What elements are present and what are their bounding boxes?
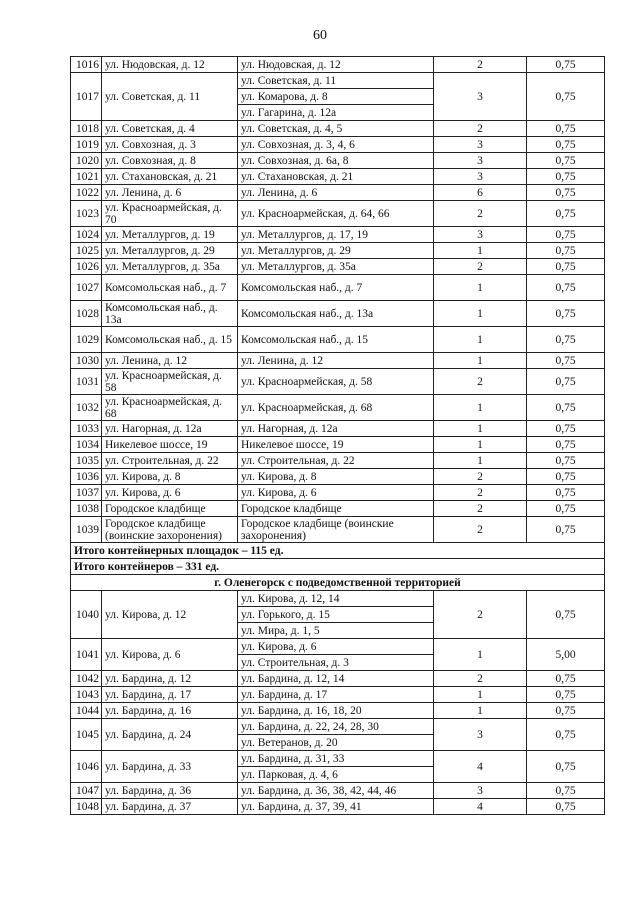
site-address: ул. Кирова, д. 8 — [102, 469, 238, 485]
container-volume: 0,75 — [527, 185, 605, 201]
table-row — [71, 227, 605, 243]
table-row — [71, 591, 605, 607]
summary-cell: Итого контейнерных площадок – 115 ед. — [71, 543, 605, 559]
site-address: ул. Совхозная, д. 8 — [102, 153, 238, 169]
container-sites-table — [70, 56, 605, 815]
container-count: 1 — [434, 327, 527, 353]
table-row — [71, 243, 605, 259]
row-number: 1021 — [71, 169, 102, 185]
row-number: 1028 — [71, 301, 102, 327]
site-address: Городское кладбище — [102, 501, 238, 517]
table-row — [71, 639, 605, 655]
container-count: 2 — [434, 121, 527, 137]
container-volume: 0,75 — [527, 201, 605, 227]
served-address: ул. Гагарина, д. 12а — [238, 105, 434, 121]
site-address: ул. Металлургов, д. 19 — [102, 227, 238, 243]
table-row — [71, 185, 605, 201]
site-address: ул. Ленина, д. 6 — [102, 185, 238, 201]
row-number: 1045 — [71, 719, 102, 751]
container-count: 2 — [434, 485, 527, 501]
served-address: ул. Кирова, д. 12, 14 — [238, 591, 434, 607]
container-count: 2 — [434, 369, 527, 395]
section-row — [71, 575, 605, 591]
row-number: 1036 — [71, 469, 102, 485]
summary-row — [71, 559, 605, 575]
row-number: 1042 — [71, 671, 102, 687]
container-volume: 0,75 — [527, 301, 605, 327]
container-count: 3 — [434, 719, 527, 751]
served-address: ул. Ветеранов, д. 20 — [238, 735, 434, 751]
container-count: 2 — [434, 517, 527, 543]
row-number: 1027 — [71, 275, 102, 301]
served-address: ул. Кирова, д. 6 — [238, 485, 434, 501]
table-row — [71, 153, 605, 169]
container-volume: 0,75 — [527, 169, 605, 185]
served-address: ул. Строительная, д. 22 — [238, 453, 434, 469]
table-row — [71, 301, 605, 327]
served-address: ул. Мира, д. 1, 5 — [238, 623, 434, 639]
served-address: ул. Бардина, д. 16, 18, 20 — [238, 703, 434, 719]
section-cell: г. Оленегорск с подведомственной территорией — [71, 575, 605, 591]
container-volume: 0,75 — [527, 591, 605, 639]
row-number: 1040 — [71, 591, 102, 639]
row-number: 1035 — [71, 453, 102, 469]
container-volume: 0,75 — [527, 799, 605, 815]
row-number: 1018 — [71, 121, 102, 137]
container-count: 2 — [434, 591, 527, 639]
served-address: ул. Металлургов, д. 17, 19 — [238, 227, 434, 243]
container-volume: 0,75 — [527, 421, 605, 437]
site-address: ул. Бардина, д. 12 — [102, 671, 238, 687]
container-volume: 0,75 — [527, 353, 605, 369]
summary-cell: Итого контейнеров – 331 ед. — [71, 559, 605, 575]
served-address: ул. Бардина, д. 31, 33 — [238, 751, 434, 767]
container-volume: 0,75 — [527, 327, 605, 353]
container-count: 4 — [434, 751, 527, 783]
table-row — [71, 469, 605, 485]
site-address: ул. Кирова, д. 12 — [102, 591, 238, 639]
served-address: ул. Бардина, д. 22, 24, 28, 30 — [238, 719, 434, 735]
container-count: 1 — [434, 437, 527, 453]
served-address: ул. Стахановская, д. 21 — [238, 169, 434, 185]
served-address: ул. Нюдовская, д. 12 — [238, 57, 434, 73]
site-address: ул. Красноармейская, д. 70 — [102, 201, 238, 227]
table-row — [71, 751, 605, 767]
row-number: 1048 — [71, 799, 102, 815]
served-address: Комсомольская наб., д. 15 — [238, 327, 434, 353]
container-count: 1 — [434, 421, 527, 437]
served-address: ул. Парковая, д. 4, 6 — [238, 767, 434, 783]
served-address: ул. Бардина, д. 17 — [238, 687, 434, 703]
served-address: ул. Горького, д. 15 — [238, 607, 434, 623]
container-count: 1 — [434, 243, 527, 259]
table-row — [71, 57, 605, 73]
served-address: ул. Бардина, д. 37, 39, 41 — [238, 799, 434, 815]
row-number: 1023 — [71, 201, 102, 227]
container-count: 3 — [434, 783, 527, 799]
table-row — [71, 783, 605, 799]
table-row — [71, 201, 605, 227]
row-number: 1032 — [71, 395, 102, 421]
container-count: 2 — [434, 671, 527, 687]
row-number: 1033 — [71, 421, 102, 437]
table-row — [71, 437, 605, 453]
container-volume: 0,75 — [527, 485, 605, 501]
table-row — [71, 369, 605, 395]
row-number: 1025 — [71, 243, 102, 259]
container-count: 2 — [434, 57, 527, 73]
container-count: 1 — [434, 453, 527, 469]
served-address: ул. Комарова, д. 8 — [238, 89, 434, 105]
row-number: 1030 — [71, 353, 102, 369]
served-address: ул. Советская, д. 11 — [238, 73, 434, 89]
container-count: 1 — [434, 275, 527, 301]
served-address: ул. Красноармейская, д. 68 — [238, 395, 434, 421]
row-number: 1020 — [71, 153, 102, 169]
container-volume: 0,75 — [527, 751, 605, 783]
table-row — [71, 121, 605, 137]
container-volume: 0,75 — [527, 703, 605, 719]
container-count: 3 — [434, 227, 527, 243]
container-count: 3 — [434, 153, 527, 169]
container-count: 1 — [434, 639, 527, 671]
row-number: 1038 — [71, 501, 102, 517]
container-count: 1 — [434, 395, 527, 421]
container-volume: 0,75 — [527, 153, 605, 169]
served-address: ул. Кирова, д. 6 — [238, 639, 434, 655]
site-address: ул. Бардина, д. 17 — [102, 687, 238, 703]
row-number: 1043 — [71, 687, 102, 703]
container-count: 2 — [434, 201, 527, 227]
row-number: 1047 — [71, 783, 102, 799]
site-address: ул. Бардина, д. 16 — [102, 703, 238, 719]
container-volume: 0,75 — [527, 243, 605, 259]
site-address: Комсомольская наб., д. 15 — [102, 327, 238, 353]
summary-row — [71, 543, 605, 559]
table-row — [71, 73, 605, 89]
served-address: ул. Совхозная, д. 6а, 8 — [238, 153, 434, 169]
container-count: 1 — [434, 353, 527, 369]
site-address: ул. Совхозная, д. 3 — [102, 137, 238, 153]
table-row — [71, 501, 605, 517]
container-volume: 0,75 — [527, 369, 605, 395]
container-volume: 0,75 — [527, 275, 605, 301]
container-volume: 0,75 — [527, 227, 605, 243]
container-volume: 0,75 — [527, 517, 605, 543]
site-address: ул. Бардина, д. 33 — [102, 751, 238, 783]
container-count: 3 — [434, 73, 527, 121]
served-address: Комсомольская наб., д. 7 — [238, 275, 434, 301]
table-row — [71, 799, 605, 815]
row-number: 1024 — [71, 227, 102, 243]
container-count: 3 — [434, 137, 527, 153]
container-volume: 0,75 — [527, 437, 605, 453]
container-volume: 0,75 — [527, 469, 605, 485]
served-address: ул. Красноармейская, д. 64, 66 — [238, 201, 434, 227]
site-address: ул. Бардина, д. 37 — [102, 799, 238, 815]
row-number: 1031 — [71, 369, 102, 395]
site-address: ул. Ленина, д. 12 — [102, 353, 238, 369]
container-count: 3 — [434, 169, 527, 185]
site-address: ул. Стахановская, д. 21 — [102, 169, 238, 185]
site-address: ул. Строительная, д. 22 — [102, 453, 238, 469]
container-volume: 0,75 — [527, 121, 605, 137]
container-volume: 0,75 — [527, 395, 605, 421]
served-address: ул. Нагорная, д. 12а — [238, 421, 434, 437]
row-number: 1026 — [71, 259, 102, 275]
site-address: ул. Кирова, д. 6 — [102, 639, 238, 671]
container-count: 2 — [434, 501, 527, 517]
served-address: Городское кладбище (воинские захоронения) — [238, 517, 434, 543]
served-address: ул. Красноармейская, д. 58 — [238, 369, 434, 395]
container-volume: 0,75 — [527, 259, 605, 275]
container-volume: 0,75 — [527, 719, 605, 751]
site-address: Комсомольская наб., д. 13а — [102, 301, 238, 327]
served-address: Комсомольская наб., д. 13а — [238, 301, 434, 327]
row-number: 1016 — [71, 57, 102, 73]
row-number: 1041 — [71, 639, 102, 671]
container-count: 2 — [434, 259, 527, 275]
table-row — [71, 259, 605, 275]
table-row — [71, 719, 605, 735]
site-address: ул. Советская, д. 11 — [102, 73, 238, 121]
served-address: ул. Советская, д. 4, 5 — [238, 121, 434, 137]
container-volume: 0,75 — [527, 501, 605, 517]
site-address: ул. Советская, д. 4 — [102, 121, 238, 137]
table-row — [71, 327, 605, 353]
served-address: ул. Металлургов, д. 35а — [238, 259, 434, 275]
site-address: ул. Нюдовская, д. 12 — [102, 57, 238, 73]
container-volume: 0,75 — [527, 671, 605, 687]
table-row — [71, 671, 605, 687]
container-volume: 0,75 — [527, 57, 605, 73]
served-address: ул. Совхозная, д. 3, 4, 6 — [238, 137, 434, 153]
site-address: ул. Нагорная, д. 12а — [102, 421, 238, 437]
table-row — [71, 395, 605, 421]
served-address: ул. Бардина, д. 12, 14 — [238, 671, 434, 687]
site-address: ул. Красноармейская, д. 68 — [102, 395, 238, 421]
served-address: Городское кладбище — [238, 501, 434, 517]
table-row — [71, 453, 605, 469]
table-row — [71, 687, 605, 703]
table-row — [71, 421, 605, 437]
row-number: 1034 — [71, 437, 102, 453]
table-row — [71, 703, 605, 719]
served-address: ул. Ленина, д. 6 — [238, 185, 434, 201]
table-row — [71, 353, 605, 369]
site-address: Комсомольская наб., д. 7 — [102, 275, 238, 301]
container-volume: 0,75 — [527, 783, 605, 799]
container-volume: 5,00 — [527, 639, 605, 671]
container-volume: 0,75 — [527, 137, 605, 153]
served-address: ул. Бардина, д. 36, 38, 42, 44, 46 — [238, 783, 434, 799]
container-count: 1 — [434, 687, 527, 703]
row-number: 1046 — [71, 751, 102, 783]
table-row — [71, 275, 605, 301]
container-count: 1 — [434, 301, 527, 327]
container-volume: 0,75 — [527, 687, 605, 703]
site-address: Никелевое шоссе, 19 — [102, 437, 238, 453]
page-number: 60 — [313, 28, 327, 43]
site-address: ул. Бардина, д. 24 — [102, 719, 238, 751]
served-address: ул. Ленина, д. 12 — [238, 353, 434, 369]
site-address: ул. Металлургов, д. 29 — [102, 243, 238, 259]
container-volume: 0,75 — [527, 73, 605, 121]
row-number: 1019 — [71, 137, 102, 153]
served-address: ул. Строительная, д. 3 — [238, 655, 434, 671]
site-address: ул. Кирова, д. 6 — [102, 485, 238, 501]
site-address: ул. Бардина, д. 36 — [102, 783, 238, 799]
table-row — [71, 485, 605, 501]
row-number: 1037 — [71, 485, 102, 501]
site-address: ул. Красноармейская, д. 58 — [102, 369, 238, 395]
row-number: 1022 — [71, 185, 102, 201]
table-row — [71, 169, 605, 185]
table-row — [71, 137, 605, 153]
row-number: 1029 — [71, 327, 102, 353]
container-count: 4 — [434, 799, 527, 815]
container-count: 1 — [434, 703, 527, 719]
served-address: ул. Металлургов, д. 29 — [238, 243, 434, 259]
site-address: Городское кладбище (воинские захоронения) — [102, 517, 238, 543]
container-volume: 0,75 — [527, 453, 605, 469]
served-address: ул. Кирова, д. 8 — [238, 469, 434, 485]
row-number: 1044 — [71, 703, 102, 719]
container-count: 2 — [434, 469, 527, 485]
container-count: 6 — [434, 185, 527, 201]
site-address: ул. Металлургов, д. 35а — [102, 259, 238, 275]
row-number: 1039 — [71, 517, 102, 543]
served-address: Никелевое шоссе, 19 — [238, 437, 434, 453]
table-row — [71, 517, 605, 543]
row-number: 1017 — [71, 73, 102, 121]
